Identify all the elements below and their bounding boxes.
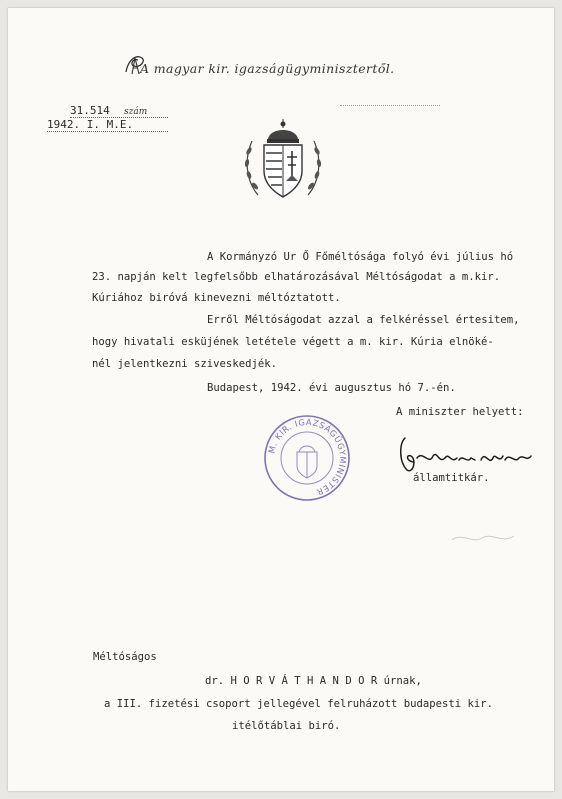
body-line: Erről Méltóságodat azzal a felkéréssel értesitem, <box>207 314 520 326</box>
stamp-text: M. KIR. IGAZSÁGÜGYMINISTER <box>266 416 349 498</box>
on-behalf-line: A miniszter helyett: <box>396 406 524 418</box>
salutation: Méltóságos <box>93 651 157 663</box>
signatory-title: államtitkár. <box>413 472 490 484</box>
body-line: nél jelentkezni sziveskedjék. <box>92 358 277 370</box>
body-line: hogy hivatali esküjének letétele végett a m. kir. Kúria elnöké- <box>92 336 494 348</box>
official-stamp-icon <box>263 414 351 502</box>
dotted-line <box>340 104 440 106</box>
reference-number: 31.514 <box>70 104 168 118</box>
coat-of-arms-icon <box>240 115 326 205</box>
body-line: A Kormányzó Ur Ő Főméltósága folyó évi július hó <box>207 251 514 263</box>
reference-year-code: 1942. I. M.E. <box>47 118 168 132</box>
date-line: Budapest, 1942. évi augusztus hó 7.-én. <box>207 382 456 394</box>
addressee-line: a III. fizetési csoport jellegével felruházott budapesti kir. <box>104 698 494 710</box>
addressee-name: dr. H O R V Á T H A N D O R úrnak, <box>205 675 422 687</box>
addressee-line: itélőtáblai biró. <box>232 720 341 732</box>
faint-mark <box>448 528 518 548</box>
letterhead-title: A magyar kir. igazságügyminisztertől. <box>140 61 395 76</box>
reference-szam-label: szám <box>124 107 148 117</box>
body-line: Kúriához biróvá kinevezni méltóztatott. <box>92 292 341 304</box>
handwritten-signature <box>395 430 537 478</box>
body-line: 23. napján kelt legfelsőbb elhatározásával Méltóságodat a m.kir. <box>92 271 501 283</box>
